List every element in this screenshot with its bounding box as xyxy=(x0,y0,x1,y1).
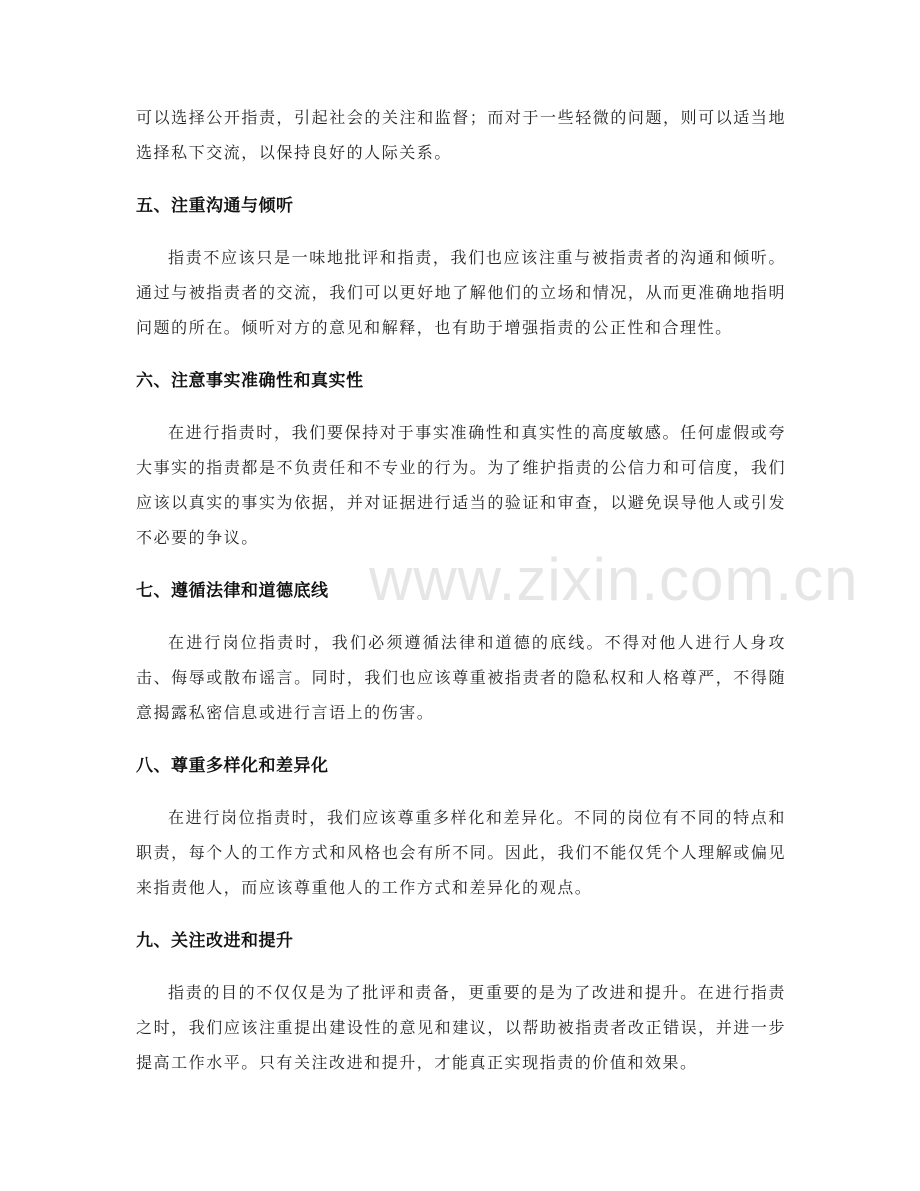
watermark: www.zixin.com.cn xyxy=(369,546,859,613)
document-body xyxy=(136,100,786,1080)
section-paragraph-8: 在进行岗位指责时，我们应该尊重多样化和差异化。不同的岗位有不同的特点和职责，每个人的工作方式和风格也会有所不同。因此，我们不能仅凭个人理解或偏见来指责他人，而应该尊重他人的工作方式和差异化的观点。 xyxy=(136,808,786,897)
section-paragraph-6: 在进行指责时，我们要保持对于事实准确性和真实性的高度敏感。任何虚假或夸大事实的指责都是不负责任和不专业的行为。为了维护指责的公信力和可信度，我们应该以真实的事实为依据，并对证据进行适当的验证和审查，以避免误导他人或引发不必要的争议。 xyxy=(136,423,786,547)
section-heading-9: 九、关注改进和提升 xyxy=(136,931,294,951)
section-heading-6: 六、注意事实准确性和真实性 xyxy=(136,371,364,391)
section-paragraph-9: 指责的目的不仅仅是为了批评和责备，更重要的是为了改进和提升。在进行指责之时，我们应该注重提出建设性的意见和建议，以帮助被指责者改正错误，并进一步提高工作水平。只有关注改进和提升，才能真正实现指责的价值和效果。 xyxy=(136,983,786,1072)
intro-continuation-paragraph: 可以选择公开指责，引起社会的关注和监督；而对于一些轻微的问题，则可以适当地选择私下交流，以保持良好的人际关系。 xyxy=(136,108,786,162)
section-heading-7: 七、遵循法律和道德底线 xyxy=(136,581,329,601)
section-paragraph-5: 指责不应该只是一味地批评和指责，我们也应该注重与被指责者的沟通和倾听。通过与被指责者的交流，我们可以更好地了解他们的立场和情况，从而更准确地指明问题的所在。倾听对方的意见和解释，也有助于增强指责的公正性和合理性。 xyxy=(136,248,786,337)
section-heading-8: 八、尊重多样化和差异化 xyxy=(136,756,329,776)
section-paragraph-7: 在进行岗位指责时，我们必须遵循法律和道德的底线。不得对他人进行人身攻击、侮辱或散布谣言。同时，我们也应该尊重被指责者的隐私权和人格尊严，不得随意揭露私密信息或进行言语上的伤害。 xyxy=(136,633,786,722)
section-heading-5: 五、注重沟通与倾听 xyxy=(136,196,294,216)
